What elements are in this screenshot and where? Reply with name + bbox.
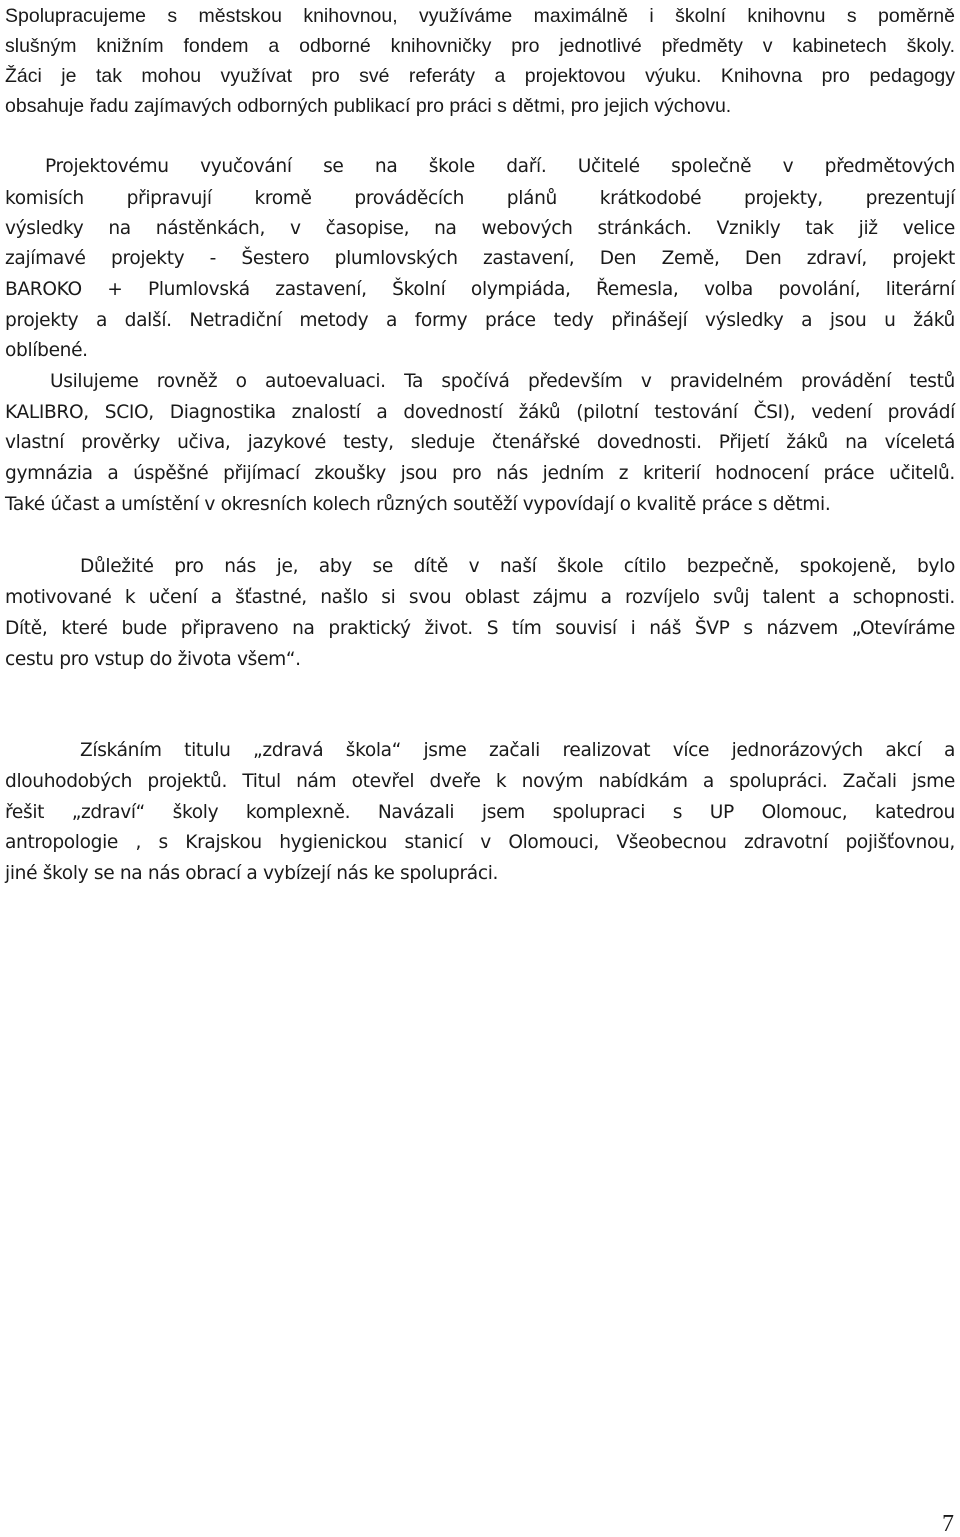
- text-line: Získáním titulu „zdravá škola“ jsme začali realizovat více jednorázových akcí a: [80, 740, 955, 761]
- text-line: jiné školy se na nás obrací a vybízejí nás ke spolupráci.: [5, 863, 499, 884]
- text-line: slušným knižním fondem a odborné knihovničky pro jednotlivé předměty v kabinetech školy.: [5, 35, 955, 57]
- text-line: Projektovému vyučování se na škole daří. Učitelé společně v předmětových: [45, 156, 955, 177]
- text-line: výsledky na nástěnkách, v časopise, na webových stránkách. Vznikly tak již velice: [5, 218, 955, 239]
- text-line: řešit „zdraví“ školy komplexně. Navázali jsem spolupraci s UP Olomouc, katedrou: [5, 802, 955, 823]
- text-line: antropologie , s Krajskou hygienickou stanicí v Olomouci, Všeobecnou zdravotní pojišťovnou,: [5, 832, 955, 853]
- text-line: Důležité pro nás je, aby se dítě v naší škole cítilo bezpečně, spokojeně, bylo: [80, 556, 955, 577]
- text-line: gymnázia a úspěšné přijímací zkoušky jsou pro nás jedním z kriterií hodnocení práce učitelů.: [5, 463, 955, 484]
- page-number: 7: [942, 1511, 954, 1537]
- text-line: dlouhodobých projektů. Titul nám otevřel dveře k novým nabídkám a spolupráci. Začali jsme: [5, 771, 955, 792]
- text-line: vlastní prověrky učiva, jazykové testy, sleduje čtenářské dovednosti. Přijetí žáků na víceletá: [5, 432, 955, 453]
- text-line: Také účast a umístění v okresních kolech různých soutěží vypovídají o kvalitě práce s dětmi.: [5, 494, 831, 515]
- text-line: Spolupracujeme s městskou knihovnou, využíváme maximálně i školní knihovnu s poměrně: [5, 5, 955, 27]
- text-line: zajímavé projekty - Šestero plumlovských zastavení, Den Země, Den zdraví, projekt: [5, 248, 955, 269]
- text-line: oblíbené.: [5, 340, 88, 361]
- text-line: KALIBRO, SCIO, Diagnostika znalostí a dovedností žáků (pilotní testování ČSI), vedení provádí: [5, 402, 955, 423]
- text-line: Dítě, které bude připraveno na praktický život. S tím souvisí i náš ŠVP s názvem „Otevíráme: [5, 618, 955, 639]
- text-line: projekty a další. Netradiční metody a formy práce tedy přinášejí výsledky a jsou u žáků: [5, 310, 955, 331]
- text-line: motivované k učení a šťastné, našlo si svou oblast zájmu a rozvíjelo svůj talent a schopnosti.: [5, 587, 955, 608]
- text-line: obsahuje řadu zajímavých odborných publikací pro práci s dětmi, pro jejich výchovu.: [5, 95, 732, 117]
- text-line: Usilujeme rovněž o autoevaluaci. Ta spočívá především v pravidelném provádění testů: [50, 371, 955, 392]
- text-line: cestu pro vstup do života všem“.: [5, 649, 301, 670]
- text-line: BAROKO + Plumlovská zastavení, Školní olympiáda, Řemesla, volba povolání, literární: [5, 279, 955, 300]
- text-line: Žáci je tak mohou využívat pro své referáty a projektovou výuku. Knihovna pro pedagogy: [5, 65, 955, 87]
- text-line: komisích připravují kromě prováděcích plánů krátkodobé projekty, prezentují: [5, 188, 955, 209]
